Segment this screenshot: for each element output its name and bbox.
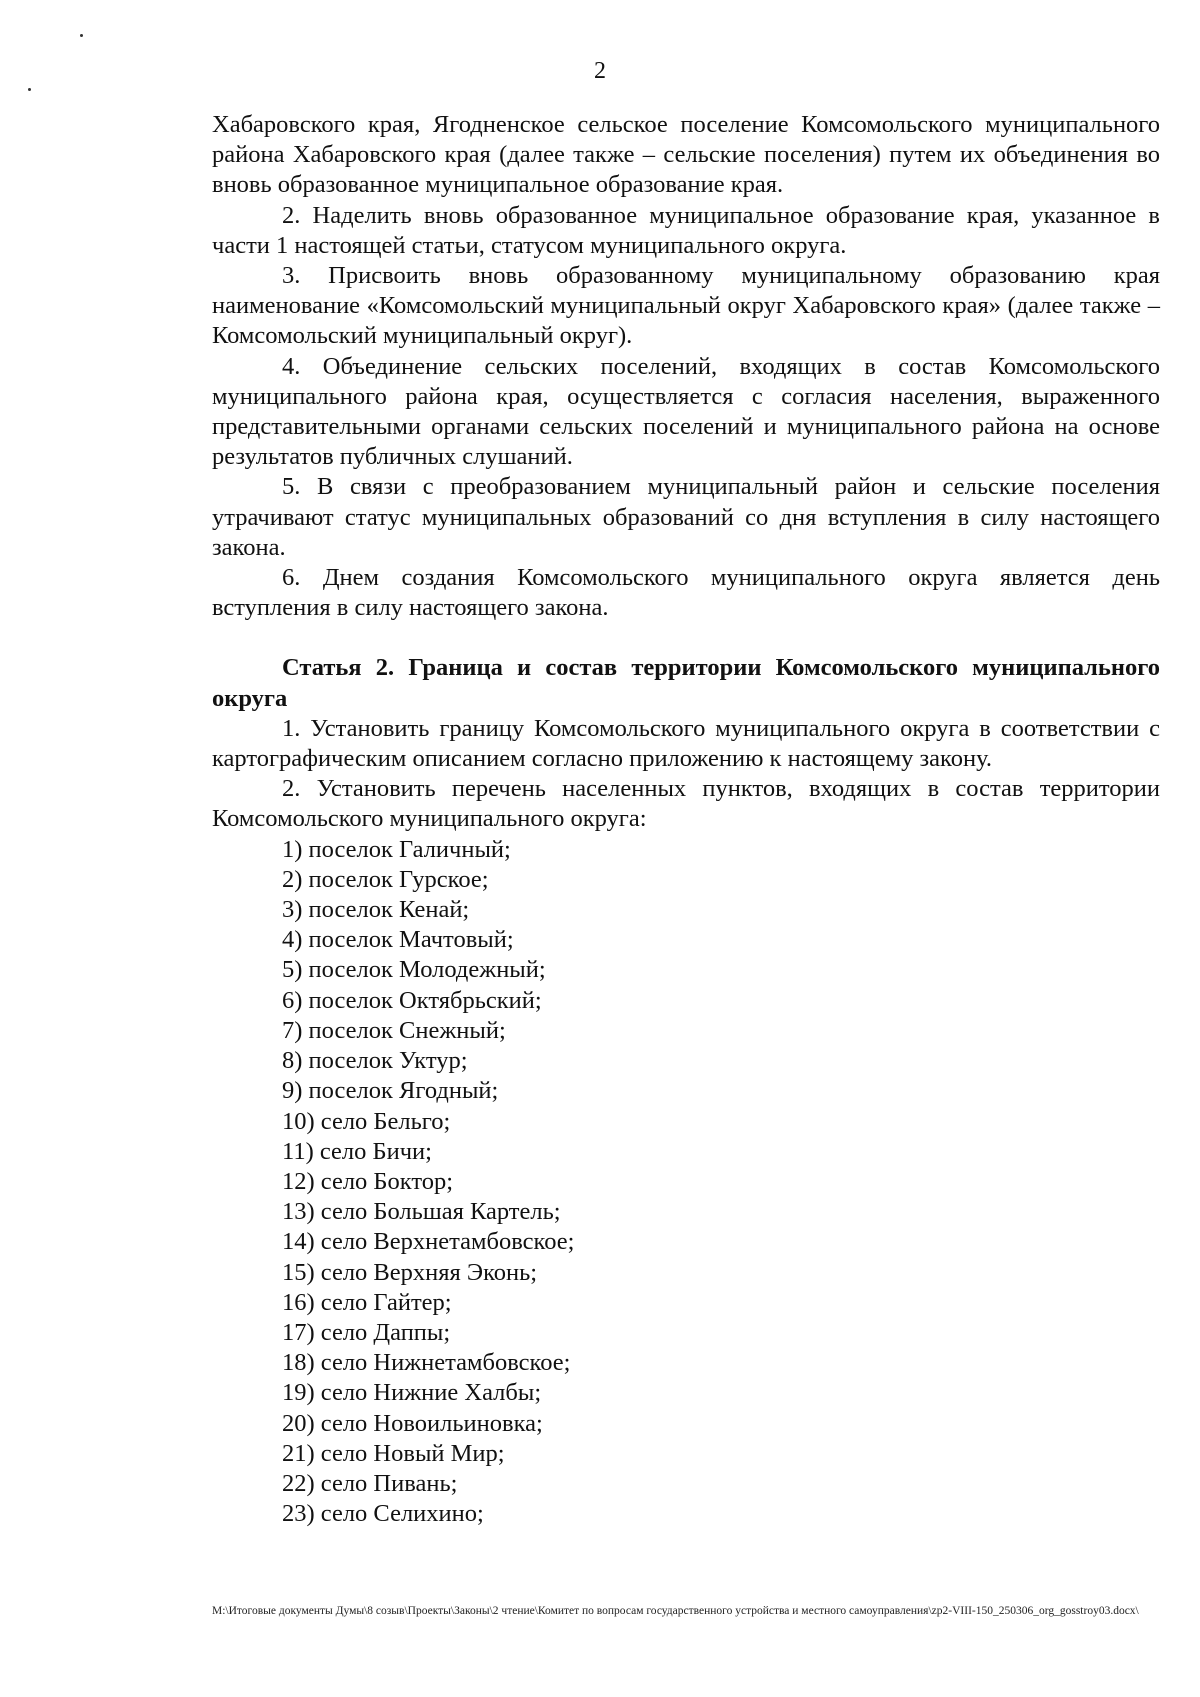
paragraph-6: 6. Днем создания Комсомольского муниципального округа является день вступления в силу настоящего закона. bbox=[212, 564, 1160, 622]
article-2-paragraph-2: 2. Установить перечень населенных пунктов, входящих в состав территории Комсомольского муниципального округа: bbox=[212, 775, 1160, 833]
list-item: 12) село Боктор; bbox=[282, 1167, 454, 1195]
list-item: 13) село Большая Картель; bbox=[282, 1198, 561, 1226]
list-item: 10) село Бельго; bbox=[282, 1107, 451, 1135]
list-item: 17) село Даппы; bbox=[282, 1318, 451, 1346]
list-item: 2) поселок Гурское; bbox=[282, 865, 489, 893]
article-2-paragraph-1: 1. Установить границу Комсомольского муниципального округа в соответствии с картографическим описанием согласно приложению к настоящему закону. bbox=[212, 714, 1160, 773]
article-2-heading: Статья 2. Граница и состав территории Комсомольского муниципального округа bbox=[212, 654, 1160, 712]
list-item: 22) село Пивань; bbox=[282, 1469, 458, 1497]
paragraph-continuation: Хабаровского края, Ягодненское сельское поселение Комсомольского муниципального района Хабаровского края (далее также – сельские поселения) путем их объединения во вновь образованное муниципальное образование края. bbox=[212, 111, 1160, 199]
list-item: 7) поселок Снежный; bbox=[282, 1016, 506, 1044]
paragraph-3: 3. Присвоить вновь образованному муниципальному образованию края наименование «Комсомольский муниципальный округ Хабаровского края» (далее также – Комсомольский муниципальный округ). bbox=[212, 262, 1160, 350]
list-item: 15) село Верхняя Эконь; bbox=[282, 1258, 538, 1286]
paragraph-4: 4. Объединение сельских поселений, входящих в состав Комсомольского муниципального района края, осуществляется с согласия населения, выраженного представительными органами сельских поселений и муниципального района на основе результатов публичных слушаний. bbox=[212, 352, 1160, 471]
paragraph-2: 2. Наделить вновь образованное муниципальное образование края, указанное в части 1 настоящей статьи, статусом муниципального округа. bbox=[212, 201, 1160, 259]
list-item: 23) село Селихино; bbox=[282, 1500, 484, 1528]
paragraph-5: 5. В связи с преобразованием муниципальный район и сельские поселения утрачивают статус муниципальных образований со дня вступления в силу настоящего закона. bbox=[212, 473, 1160, 561]
document-body bbox=[212, 110, 1160, 1529]
settlements-list bbox=[212, 835, 1160, 1530]
list-item: 18) село Нижнетамбовское; bbox=[282, 1349, 571, 1377]
file-path-footer: M:\Итоговые документы Думы\8 созыв\Проекты\Законы\2 чтение\Комитет по вопросам государственного устройства и местного самоуправления\zp2-VIII-150_250306_org_gosstroy03.docx\ bbox=[212, 1605, 1139, 1617]
scan-artifact-dot bbox=[28, 88, 31, 91]
list-item: 11) село Бичи; bbox=[282, 1137, 432, 1165]
page-number: 2 bbox=[594, 58, 606, 84]
list-item: 16) село Гайтер; bbox=[282, 1288, 452, 1316]
list-item: 14) село Верхнетамбовское; bbox=[282, 1228, 575, 1256]
list-item: 19) село Нижние Халбы; bbox=[282, 1379, 542, 1407]
list-item: 9) поселок Ягодный; bbox=[282, 1077, 499, 1105]
list-item: 1) поселок Галичный; bbox=[282, 835, 511, 863]
list-item: 5) поселок Молодежный; bbox=[282, 956, 546, 984]
scan-artifact-dot bbox=[80, 34, 83, 37]
list-item: 4) поселок Мачтовый; bbox=[282, 926, 514, 954]
list-item: 3) поселок Кенай; bbox=[282, 896, 470, 924]
list-item: 20) село Новоильиновка; bbox=[282, 1409, 543, 1437]
list-item: 21) село Новый Мир; bbox=[282, 1439, 505, 1467]
list-item: 6) поселок Октябрьский; bbox=[282, 986, 542, 1014]
list-item: 8) поселок Уктур; bbox=[282, 1047, 468, 1075]
